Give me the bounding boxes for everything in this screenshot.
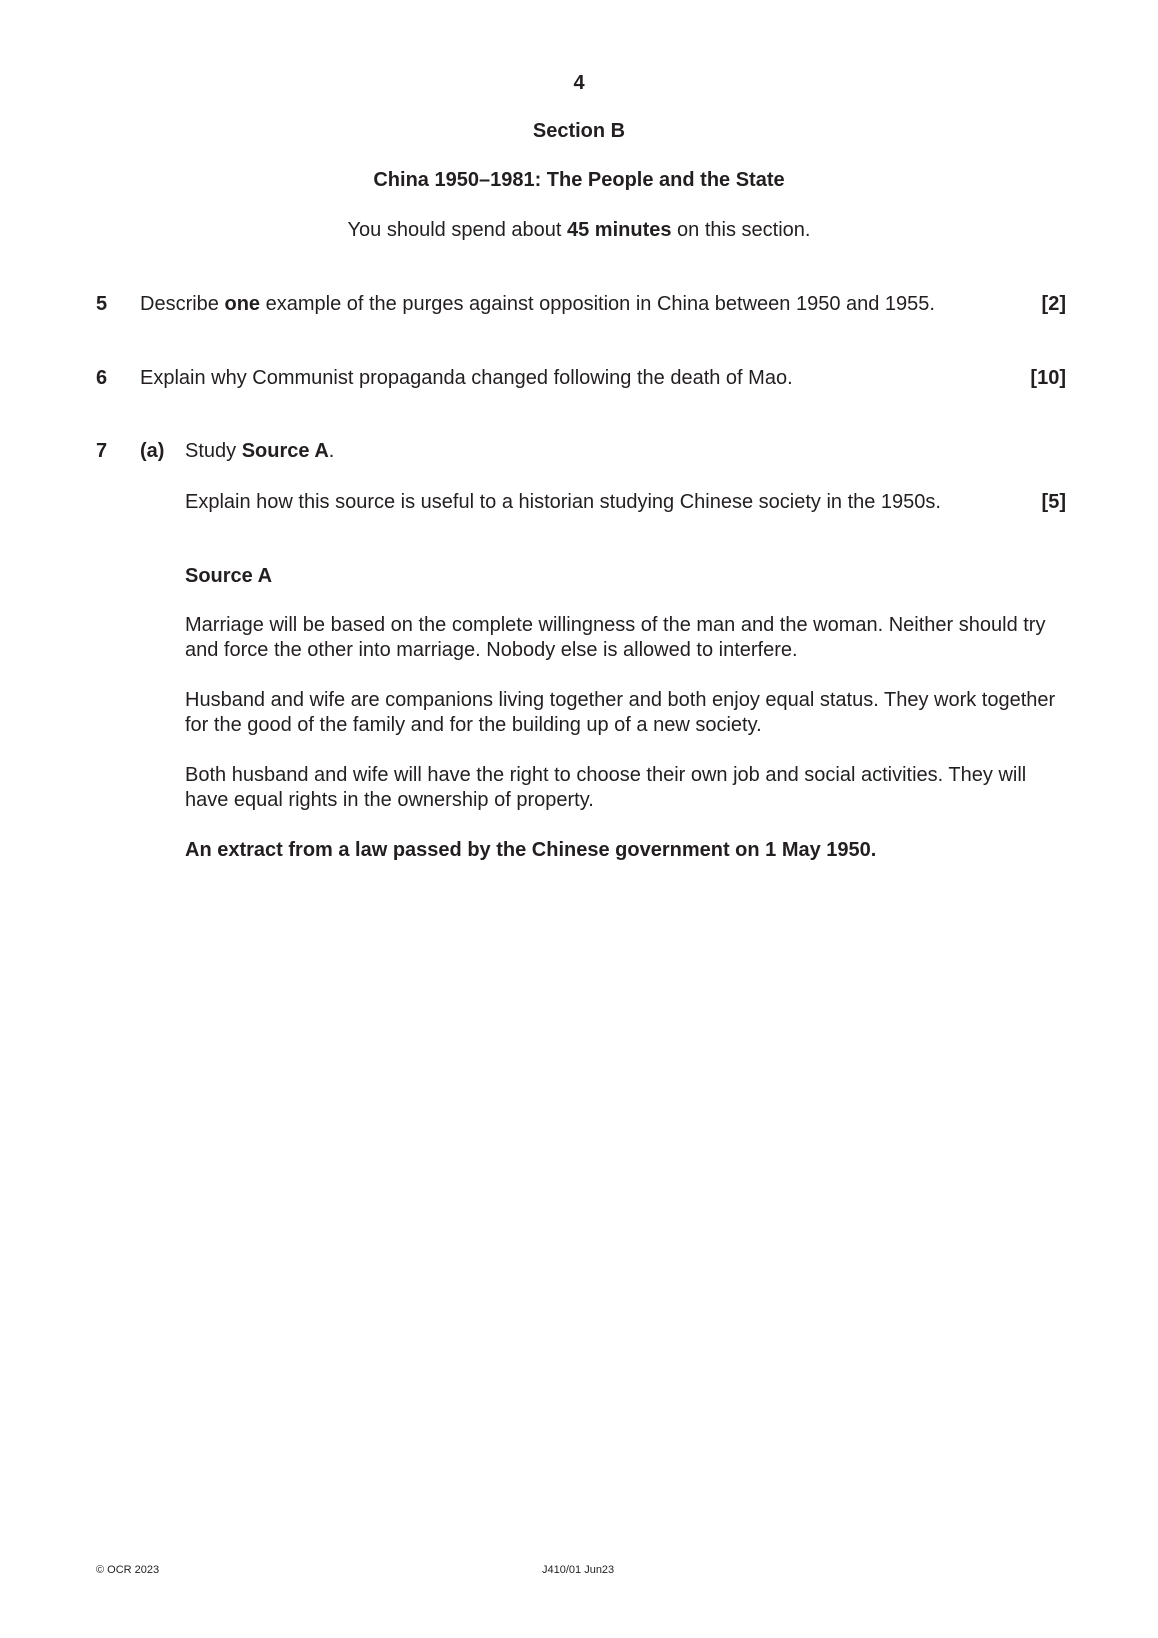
source-title: Source A bbox=[185, 565, 273, 587]
source-paragraph: Husband and wife are companions living together and both enjoy equal status. They work together for the good of the family and for the building up of a new society. bbox=[185, 689, 1056, 736]
question-text: Explain how this source is useful to a historian studying Chinese society in the 1950s. bbox=[185, 491, 941, 513]
question-part: (a) bbox=[140, 440, 165, 462]
study-bold: Source A bbox=[241, 440, 329, 462]
section-title: Section B bbox=[532, 120, 626, 142]
question-marks: [10] bbox=[1030, 367, 1066, 389]
question-text: Explain why Communist propaganda changed following the death of Mao. bbox=[140, 367, 793, 389]
q5-bold: one bbox=[224, 293, 261, 315]
q5-pre: Describe bbox=[140, 293, 225, 315]
time-advice-pre: You should spend about bbox=[347, 219, 567, 241]
source-attribution: An extract from a law passed by the Chinese government on 1 May 1950. bbox=[185, 839, 877, 861]
study-post: . bbox=[328, 440, 335, 462]
time-advice bbox=[0, 218, 1158, 242]
study-instruction bbox=[185, 439, 334, 463]
question-number: 6 bbox=[96, 367, 108, 389]
study-pre: Study bbox=[185, 440, 242, 462]
time-advice-bold: 45 minutes bbox=[567, 219, 672, 241]
footer-code: J410/01 Jun23 bbox=[542, 1564, 615, 1576]
footer-copyright: © OCR 2023 bbox=[96, 1564, 160, 1576]
question-text bbox=[140, 292, 935, 316]
source-paragraph: Both husband and wife will have the right to choose their own job and social activities. They will have equal rights in the ownership of property. bbox=[185, 764, 1027, 811]
time-advice-post: on this section. bbox=[671, 219, 811, 241]
question-number: 7 bbox=[96, 440, 108, 462]
source-paragraph: Marriage will be based on the complete willingness of the man and the woman. Neither should try and force the other into marriage. Nobody else is allowed to interfere. bbox=[185, 614, 1046, 661]
q5-post: example of the purges against opposition in China between 1950 and 1955. bbox=[260, 293, 935, 315]
question-marks: [2] bbox=[1041, 293, 1066, 315]
page-number: 4 bbox=[573, 72, 585, 94]
question-number: 5 bbox=[96, 293, 108, 315]
topic-title: China 1950–1981: The People and the State bbox=[373, 169, 785, 191]
question-marks: [5] bbox=[1041, 491, 1066, 513]
